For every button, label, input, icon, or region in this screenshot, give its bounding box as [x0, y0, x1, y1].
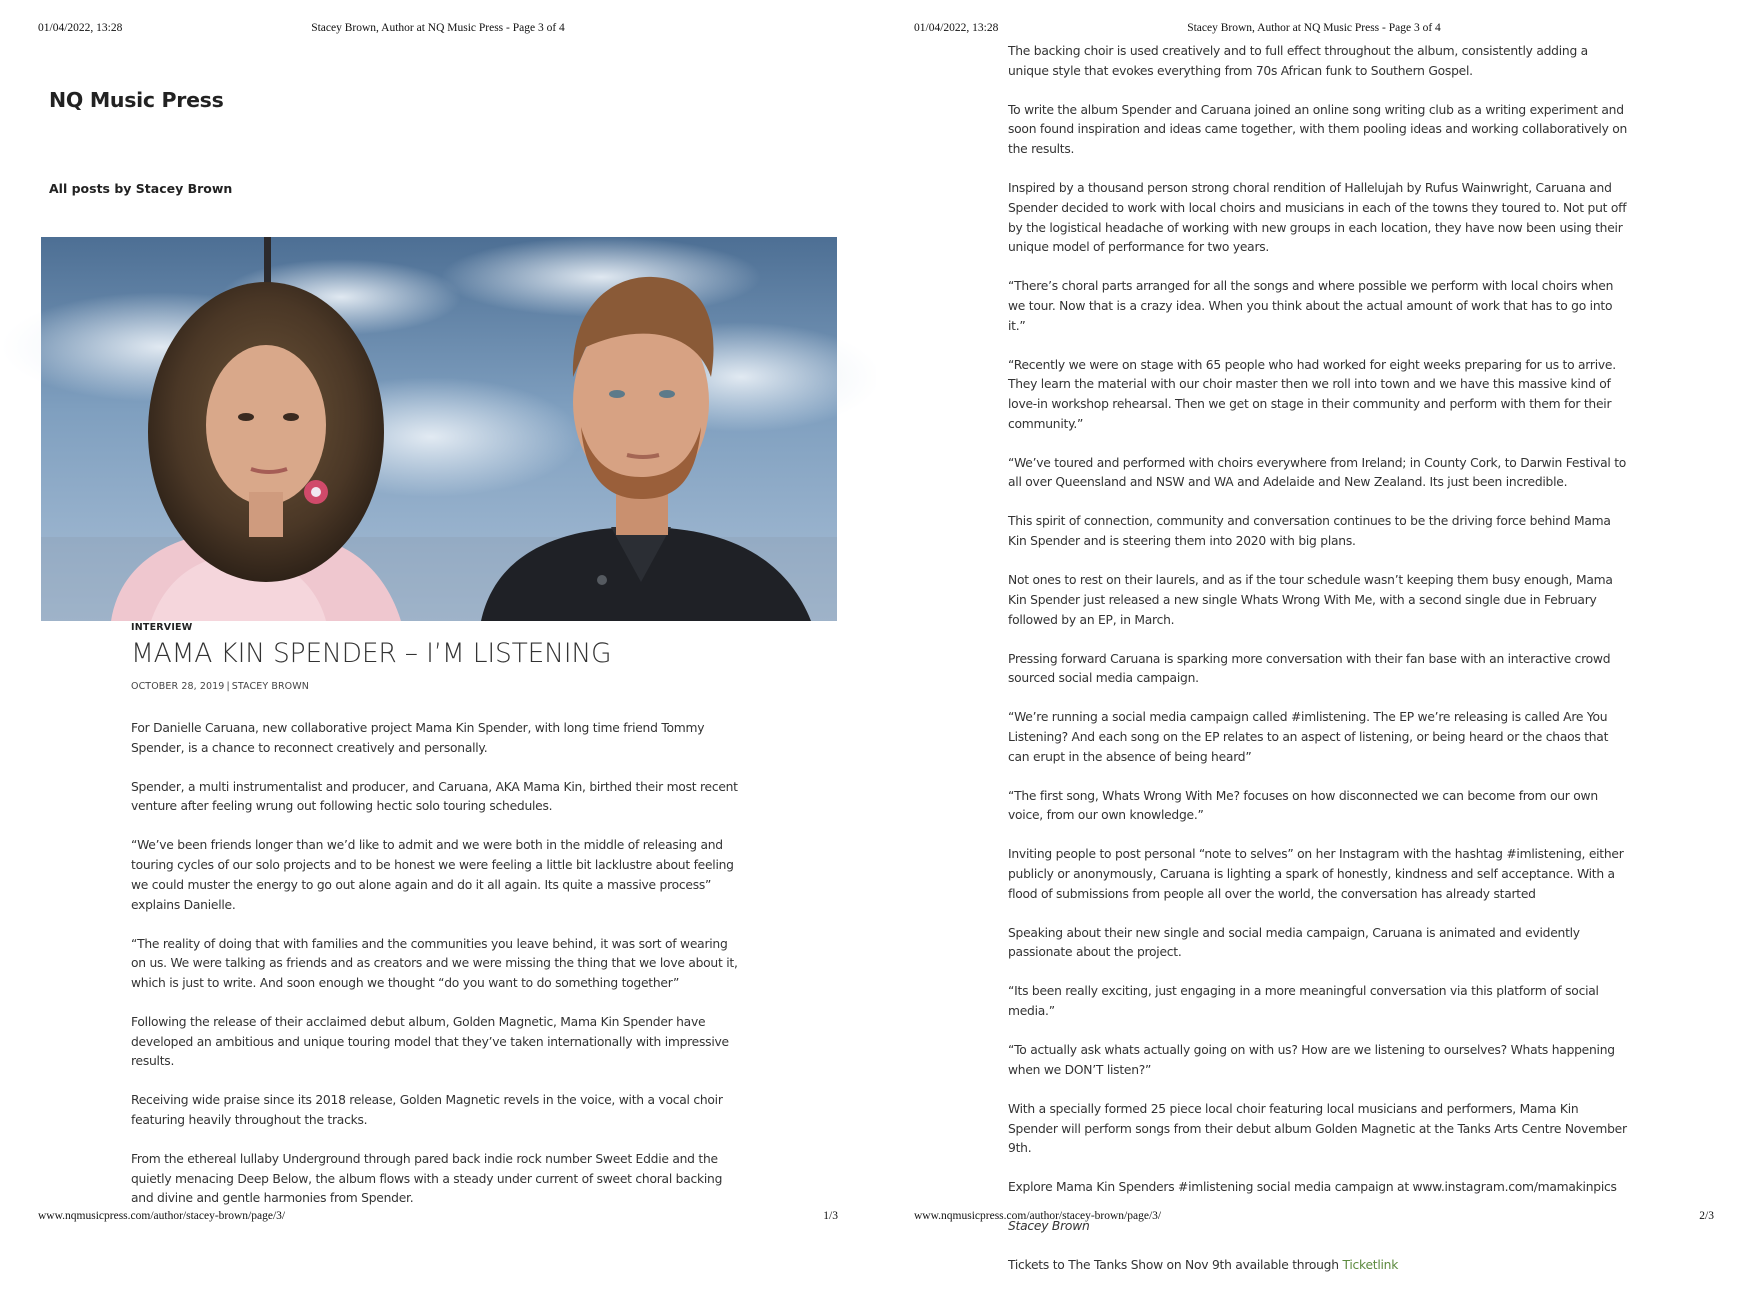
paragraph: Not ones to rest on their laurels, and as if the tour schedule wasn’t keeping them busy enough, Mama Kin Spender just released a new single Whats Wrong With Me, with a second single due in February followed by an EP, in March.	[1008, 573, 1613, 627]
paragraph: “The first song, Whats Wrong With Me? focuses on how disconnected we can become from our own voice, from our own knowledge.”	[1008, 788, 1598, 823]
featured-image[interactable]	[41, 237, 837, 621]
paragraph: Inviting people to post personal “note to selves” on her Instagram with the hashtag #imlistening, either publicly or anonymously, Caruana is lighting a spark of honestly, kindness and self acceptance. With a flood of submissions from people all over the world, the conversation has already started	[1008, 847, 1624, 901]
post-title[interactable]: MAMA KIN SPENDER – I’M LISTENING	[131, 638, 612, 669]
print-page-number: 2/3	[1699, 1210, 1714, 1222]
featured-photo-illustration	[41, 237, 837, 621]
paragraph: Explore Mama Kin Spenders #imlistening social media campaign at www.instagram.com/mamakinpics	[1008, 1180, 1617, 1195]
paragraph: This spirit of connection, community and conversation continues to be the driving force behind Mama Kin Spender and is steering them into 2020 with big plans.	[1008, 514, 1611, 549]
post-category[interactable]: INTERVIEW	[131, 622, 193, 633]
site-title[interactable]: NQ Music Press	[49, 88, 224, 112]
print-page-number: 1/3	[823, 1210, 838, 1222]
paragraph: “There’s choral parts arranged for all the songs and where possible we perform with local choirs when we tour. Now that is a crazy idea. When you think about the actual amount of work that has to go into it.”	[1008, 279, 1614, 333]
tickets-paragraph	[1008, 1256, 1630, 1276]
print-header	[38, 22, 838, 38]
article-body-part-2	[1008, 42, 1630, 1295]
print-datetime: 01/04/2022, 13:28	[914, 22, 999, 34]
paragraph: From the ethereal lullaby Underground through pared back indie rock number Sweet Eddie and the quietly menacing Deep Below, the album flows with a steady under current of sweet choral backing and divine and gentle harmonies from Spender.	[131, 1152, 723, 1206]
print-document-title: Stacey Brown, Author at NQ Music Press - Page 3 of 4	[1187, 22, 1441, 34]
post-author[interactable]: STACEY BROWN	[231, 681, 309, 692]
paragraph: Inspired by a thousand person strong choral rendition of Hallelujah by Rufus Wainwright, Caruana and Spender decided to work with local choirs and musicians in each of the towns they toured to. Not put off by the logistical headache of working with new groups in each location, they have now been using their unique model of performance for two years.	[1008, 181, 1627, 255]
tickets-text: Tickets to The Tanks Show on Nov 9th available through	[1008, 1258, 1339, 1273]
paragraph: To write the album Spender and Caruana joined an online song writing club as a writing experiment and soon found inspiration and ideas came together, with them pooling ideas and working collaboratively on the results.	[1008, 102, 1628, 157]
ticketlink-link[interactable]: Ticketlink	[1342, 1258, 1399, 1273]
paragraph: Speaking about their new single and social media campaign, Caruana is animated and evidently passionate about the project.	[1008, 925, 1580, 960]
paragraph: “We’ve toured and performed with choirs everywhere from Ireland; in County Cork, to Darwin Festival to all over Queensland and NSW and WA and Adelaide and New Zealand. Its just been incredible.	[1008, 455, 1627, 490]
paragraph: For Danielle Caruana, new collaborative project Mama Kin Spender, with long time friend Tommy Spender, is a chance to reconnect creatively and personally.	[131, 721, 705, 755]
author-signature: Stacey Brown	[1008, 1219, 1090, 1234]
print-document-title: Stacey Brown, Author at NQ Music Press - Page 3 of 4	[311, 22, 565, 34]
paragraph: “We’re running a social media campaign called #imlistening. The EP we’re releasing is called Are You Listening? And each song on the EP relates to an aspect of listening, or being heard or the chaos that can erupt in the absence of being heard”	[1008, 710, 1609, 764]
print-url: www.nqmusicpress.com/author/stacey-brown/page/3/	[38, 1210, 286, 1222]
print-datetime: 01/04/2022, 13:28	[38, 22, 123, 34]
post-date[interactable]: OCTOBER 28, 2019	[131, 681, 225, 692]
print-footer	[38, 1210, 838, 1226]
paragraph: “The reality of doing that with families and the communities you leave behind, it was sort of wearing on us. We were talking as friends and as creators and we were missing the thing that we love about it, which is just to write. And soon enough we thought “do you want to do something together”	[131, 936, 738, 990]
print-url: www.nqmusicpress.com/author/stacey-brown/page/3/	[914, 1210, 1162, 1222]
print-page-2	[876, 0, 1752, 1273]
paragraph: “Its been really exciting, just engaging in a more meaningful conversation via this platform of social media.”	[1008, 984, 1599, 1019]
post-meta	[131, 681, 309, 692]
paragraph: The backing choir is used creatively and to full effect throughout the album, consistently adding a unique style that evokes everything from 70s African funk to Southern Gospel.	[1008, 44, 1588, 78]
paragraph: Following the release of their acclaimed debut album, Golden Magnetic, Mama Kin Spender have developed an ambitious and unique touring model that they’ve taken internationally with impressive results.	[131, 1014, 729, 1069]
paragraph: With a specially formed 25 piece local choir featuring local musicians and performers, Mama Kin Spender will perform songs from their debut album Golden Magnetic at the Tanks Arts Centre November 9th.	[1008, 1101, 1627, 1156]
paragraph: Spender, a multi instrumentalist and producer, and Caruana, AKA Mama Kin, birthed their most recent venture after feeling wrung out following hectic solo touring schedules.	[131, 779, 738, 814]
paragraph: Pressing forward Caruana is sparking more conversation with their fan base with an interactive crowd sourced social media campaign.	[1008, 651, 1611, 686]
paragraph: Receiving wide praise since its 2018 release, Golden Magnetic revels in the voice, with a vocal choir featuring heavily throughout the tracks.	[131, 1093, 723, 1128]
paragraph: “We’ve been friends longer than we’d like to admit and we were both in the middle of releasing and touring cycles of our solo projects and to be honest we were feeling a little bit lacklustre about feeling we could muster the energy to go out alone again and do it all again. Its quite a massive process” explains Danielle.	[131, 838, 734, 912]
print-header	[914, 22, 1714, 38]
meta-separator: |	[226, 681, 230, 692]
article-body-part-1	[131, 719, 745, 1228]
print-footer	[914, 1210, 1714, 1226]
archive-heading: All posts by Stacey Brown	[49, 181, 233, 196]
print-page-1	[0, 0, 876, 1239]
paragraph: “To actually ask whats actually going on with us? How are we listening to ourselves? Whats happening when we DON’T listen?”	[1008, 1043, 1615, 1077]
paragraph: “Recently we were on stage with 65 people who had worked for eight weeks preparing for us to arrive. They learn the material with our choir master then we roll into town and we have this massive kind of love-in workshop rehearsal. Then we get on stage in their community and perform with them for their community.”	[1008, 357, 1616, 431]
